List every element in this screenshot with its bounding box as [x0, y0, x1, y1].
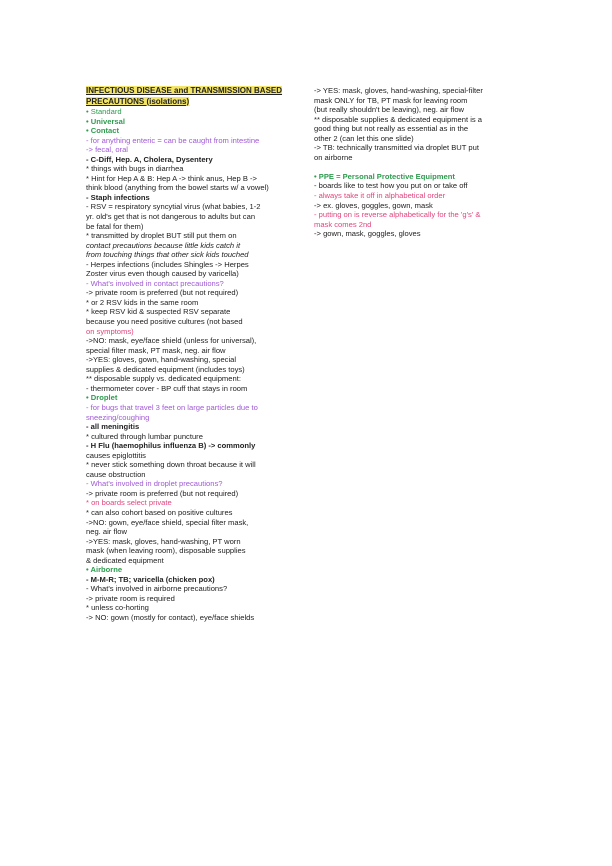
text-line: on airborne: [314, 152, 353, 162]
text-line: sneezing/coughing: [86, 412, 150, 422]
text-line: think blood (anything from the bowel starts w/ a vowel): [86, 183, 269, 193]
text-line: - always take it off in alphabetical order: [314, 191, 446, 201]
text-line: - What's involved in droplet precautions?: [86, 479, 223, 489]
text-line: -> gown, mask, goggles, gloves: [314, 229, 421, 239]
heading-droplet: • Droplet: [86, 393, 118, 403]
page-title: INFECTIOUS DISEASE and TRANSMISSION BASED: [86, 86, 283, 95]
text-line: -> private room is required: [86, 593, 175, 603]
text-line: cause obstruction: [86, 469, 146, 479]
text-line: mask comes 2nd: [314, 219, 372, 229]
text-line: ->NO: gown, eye/face shield, special filter mask,: [86, 517, 249, 527]
text-line: - for anything enteric = can be caught from intestine: [86, 135, 260, 145]
text-line: * things with bugs in diarrhea: [86, 164, 184, 174]
text-line: causes epiglottitis: [86, 450, 146, 460]
text-line: * can also cohort based on positive cultures: [86, 507, 233, 517]
text-line: * unless co-horting: [86, 603, 149, 613]
text-line: * transmitted by droplet BUT still put them on: [86, 231, 237, 241]
heading-ppe: • PPE = Personal Protective Equipment: [314, 171, 455, 181]
text-line: -> TB: technically transmitted via droplet BUT put: [314, 143, 479, 153]
text-line: -> ex. gloves, goggles, gown, mask: [314, 200, 433, 210]
text-line: - H Flu (haemophilus influenza B) -> commonly: [86, 441, 256, 451]
right-column: [314, 86, 526, 239]
text-line: from touching things that other sick kids touched: [86, 250, 249, 260]
text-line: on symptoms): [86, 326, 134, 336]
left-column: [86, 86, 304, 623]
text-line: - boards like to test how you put on or take off: [314, 181, 468, 191]
text-line: * on boards select private: [86, 498, 172, 508]
text-line: -> NO: gown (mostly for contact), eye/face shields: [86, 612, 255, 622]
heading-standard: • Standard: [86, 107, 122, 116]
text-line: - putting on is reverse alphabetically for the 'g's' &: [314, 210, 481, 220]
page-title-line-2: PRECAUTIONS (isolations): [86, 96, 190, 106]
text-line: * keep RSV kid & suspected RSV separate: [86, 307, 231, 317]
text-line: because you need positive cultures (not based: [86, 317, 243, 327]
text-line: - C-Diff, Hep. A, Cholera, Dysentery: [86, 154, 213, 164]
text-line: - RSV = respiratory syncytial virus (what babies, 1-2: [86, 202, 261, 212]
text-line: special filter mask, PT mask, neg. air flow: [86, 345, 226, 355]
text-line: - M-M-R; TB; varicella (chicken pox): [86, 574, 215, 584]
text-line: good thing but not really as essential as in the: [314, 124, 469, 134]
text-line: mask (when leaving room), disposable supplies: [86, 546, 246, 556]
heading-contact: • Contact: [86, 126, 120, 136]
text-line: yr. old's get that is not dangerous to adults but can: [86, 212, 256, 222]
text-line: be fatal for them): [86, 221, 144, 231]
text-line: * Hint for Hep A & B: Hep A -> think anus, Hep B ->: [86, 173, 257, 183]
text-line: supplies & dedicated equipment (includes toys): [86, 364, 245, 374]
text-line: mask ONLY for TB, PT mask for leaving room: [314, 95, 468, 105]
text-line: - thermometer cover - BP cuff that stays in room: [86, 383, 248, 393]
text-line: * cultured through lumbar puncture: [86, 431, 203, 441]
text-line: -> private room is preferred (but not required): [86, 288, 239, 298]
text-line: ->YES: mask, gloves, hand-washing, PT worn: [86, 536, 241, 546]
text-line: - for bugs that travel 3 feet on large particles due to: [86, 402, 258, 412]
text-line: -> YES: mask, gloves, hand-washing, special-filter: [314, 86, 483, 95]
text-line: -> fecal, oral: [86, 145, 128, 155]
text-line: * never stick something down throat because it will: [86, 460, 256, 470]
text-line: ->YES: gloves, gown, hand-washing, special: [86, 355, 237, 365]
text-line: (but really shouldn't be leaving), neg. air flow: [314, 105, 465, 115]
text-line: other 2 (can let this one slide): [314, 133, 414, 143]
text-line: ->NO: mask, eye/face shield (unless for universal),: [86, 336, 257, 346]
text-line: contact precautions because little kids catch it: [86, 240, 241, 250]
spacer: [314, 162, 526, 172]
text-line: - What's involved in airborne precautions?: [86, 584, 228, 594]
text-line: ** disposable supplies & dedicated equipment is a: [314, 114, 483, 124]
text-line: Zoster virus even though caused by varicella): [86, 269, 239, 279]
text-line: & dedicated equipment: [86, 555, 164, 565]
text-line: neg. air flow: [86, 527, 127, 537]
heading-universal: • Universal: [86, 116, 125, 126]
text-line: - What's involved in contact precautions?: [86, 278, 224, 288]
text-line: ** disposable supply vs. dedicated equipment:: [86, 374, 241, 384]
text-line: - all meningitis: [86, 422, 140, 432]
text-line: - Herpes infections (includes Shingles -> Herpes: [86, 259, 249, 269]
text-line: * or 2 RSV kids in the same room: [86, 297, 199, 307]
text-line: -> private room is preferred (but not required): [86, 488, 239, 498]
text-line: - Staph infections: [86, 192, 150, 202]
heading-airborne: • Airborne: [86, 565, 123, 575]
